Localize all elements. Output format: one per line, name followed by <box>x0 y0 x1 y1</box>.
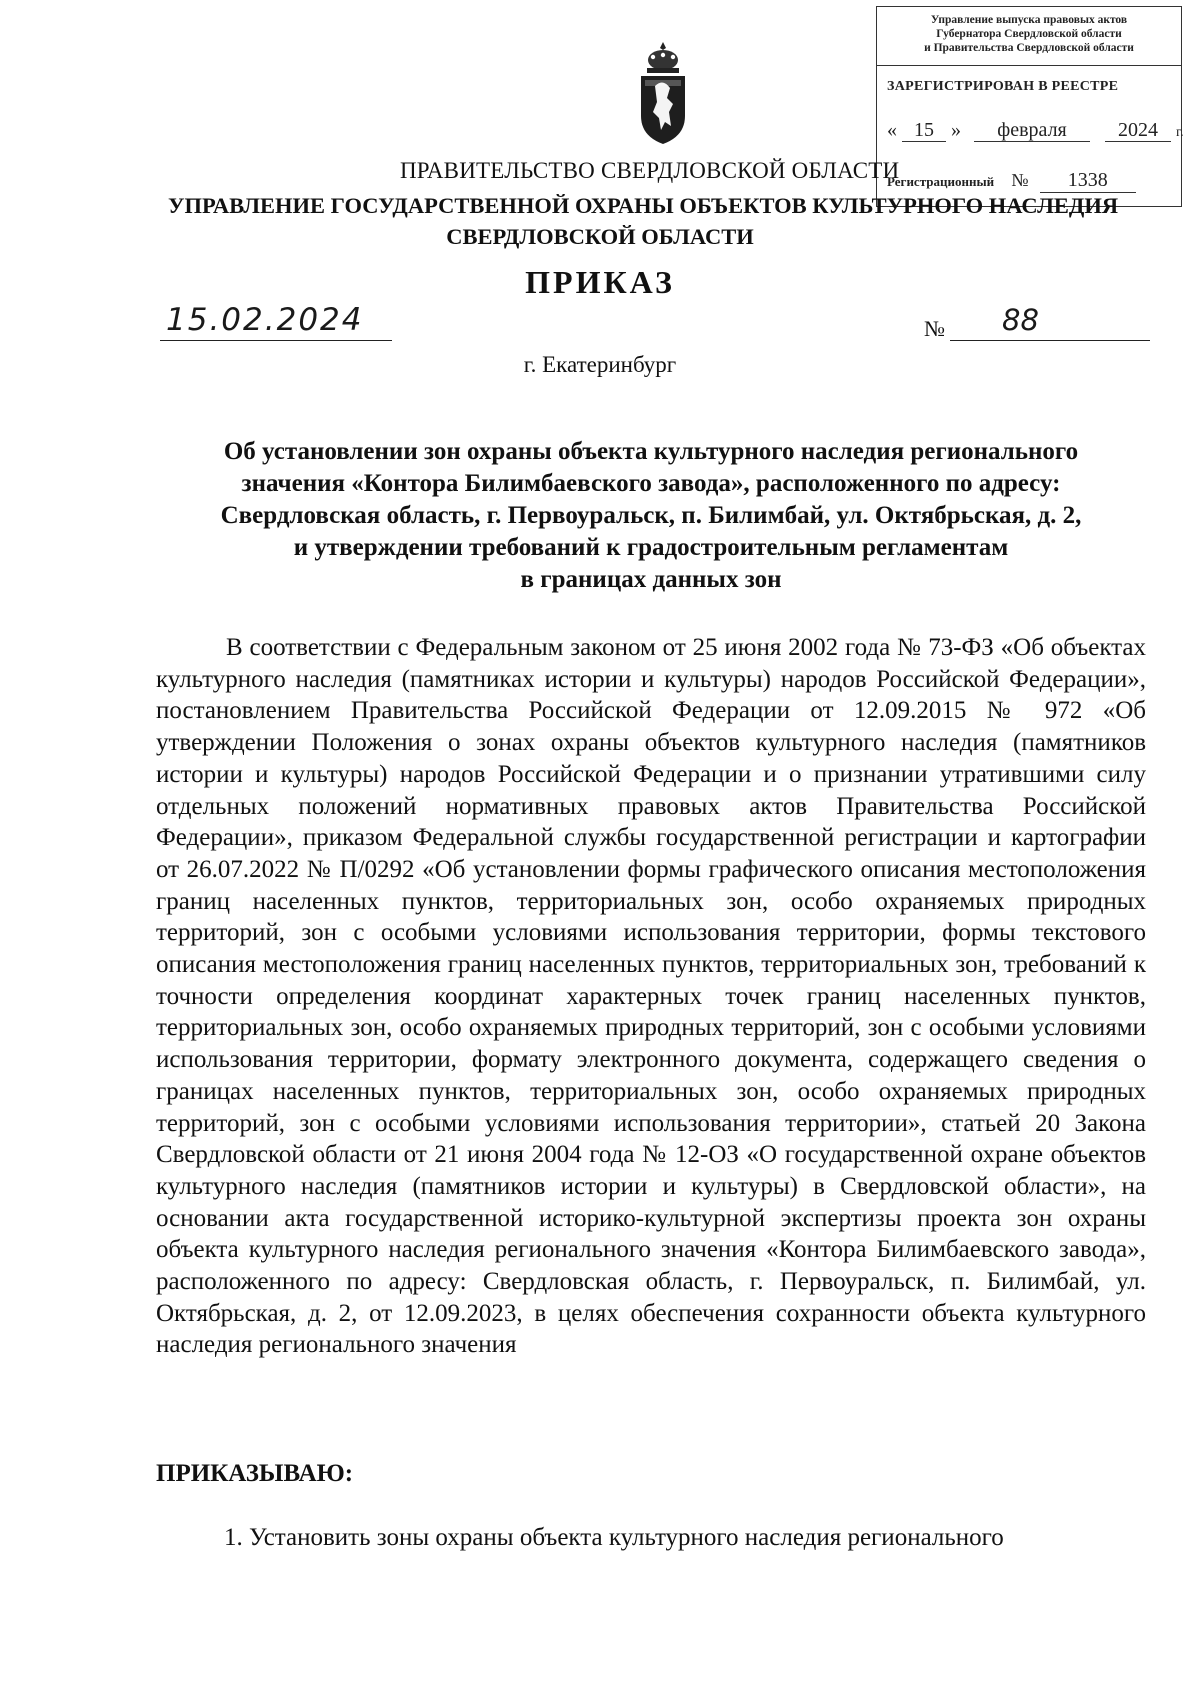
stamp-org-line: Губернатора Свердловской области <box>936 28 1122 40</box>
document-number: 88 <box>950 300 1150 341</box>
document-date: 15.02.2024 <box>160 300 392 341</box>
subject-line: и утверждении требований к градостроительным регламентам <box>293 534 1009 561</box>
stamp-reg-number: 1338 <box>1040 169 1136 193</box>
subject-line: значения «Контора Билимбаевского завода», расположенного по адресу: <box>241 470 1061 497</box>
subject-line: в границах данных зон <box>520 566 782 593</box>
coat-of-arms-icon <box>637 38 689 146</box>
order-word: ПРИКАЗЫВАЮ: <box>156 1460 354 1487</box>
order-item-1: 1. Установить зоны охраны объекта культурного наследия регионального <box>224 1524 1004 1551</box>
city: г. Екатеринбург <box>523 352 677 377</box>
stamp-reg-label: Регистрационный <box>887 174 995 189</box>
government-name: ПРАВИТЕЛЬСТВО СВЕРДЛОВСКОЙ ОБЛАСТИ <box>400 158 900 183</box>
stamp-org-line: и Правительства Свердловской области <box>924 42 1134 54</box>
stamp-date <box>887 119 1184 142</box>
stamp-divider <box>877 65 1181 66</box>
department-name-line1: УПРАВЛЕНИЕ ГОСУДАРСТВЕННОЙ ОХРАНЫ ОБЪЕКТОВ КУЛЬТУРНОГО НАСЛЕДИЯ <box>168 193 1119 218</box>
stamp-year: 2024 <box>1105 119 1171 142</box>
document-type: ПРИКАЗ <box>525 264 675 300</box>
registration-stamp <box>876 6 1182 207</box>
subject-line: Об установлении зон охраны объекта культурного наследия регионального <box>223 438 1079 465</box>
stamp-registered-label: ЗАРЕГИСТРИРОВАН В РЕЕСТРЕ <box>887 79 1119 94</box>
stamp-org-line: Управление выпуска правовых актов <box>930 14 1128 26</box>
preamble-paragraph: В соответствии с Федеральным законом от 25 июня 2002 года № 73-ФЗ «Об объектах культурного наследия (памятниках истории и культуры) народов Российской Федерации», постановлением Правительства Российской Федерации от 12.09.2015 № 972 «Об утверждении Положения о зонах охраны объектов культурного наследия (памятников истории и культуры) народов Российской Федерации и о признании утратившими силу отдельных положений нормативных правовых актов Правительства Российской Федерации», приказом Федеральной службы государственной регистрации и картографии от 26.07.2022 № П/0292 «Об установлении формы графического описания местоположения границ населенных пунктов, территориальных зон, особо охраняемых природных территорий, зон с особыми условиями использования территории, формы текстового описания местоположения границ населенных пунктов, территориальных зон, требований к точности определения координат характерных точек границ населенных пунктов, территориальных зон, особо охраняемых природных территорий, зон с особыми условиями использования территории, формату электронного документа, содержащего сведения о границах населенных пунктов, территориальных зон, особо охраняемых природных территорий, зон с особыми условиями использования территории», статьей 20 Закона Свердловской области от 21 июня 2004 года № 12-ОЗ «О государственной охране объектов культурного наследия (памятников истории и культуры) в Свердловской области», на основании акта государственной историко-культурной экспертизы проекта зон охраны объекта культурного наследия регионального значения «Контора Билимбаевского завода», расположенного по адресу: Свердловская область, г. Первоуральск, п. Билимбай, ул. Октябрьская, д. 2, от 12.09.2023, в целях обеспечения сохранности объекта культурного наследия регионального значения <box>156 634 1146 1359</box>
stamp-day: 15 <box>902 119 946 142</box>
stamp-quote-close: » <box>951 119 961 141</box>
stamp-year-suffix: г. <box>1176 125 1184 140</box>
stamp-quote-open: « <box>887 119 897 141</box>
stamp-month: февраля <box>974 119 1090 142</box>
stamp-registration-number <box>887 169 1136 193</box>
document-subject <box>156 436 1146 596</box>
stamp-reg-sign: № <box>1011 170 1029 190</box>
subject-line: Свердловская область, г. Первоуральск, п. Билимбай, ул. Октябрьская, д. 2, <box>220 502 1082 529</box>
document-number-label: № <box>924 316 945 341</box>
stamp-organization <box>877 13 1181 55</box>
department-name-line2: СВЕРДЛОВСКОЙ ОБЛАСТИ <box>446 224 754 249</box>
